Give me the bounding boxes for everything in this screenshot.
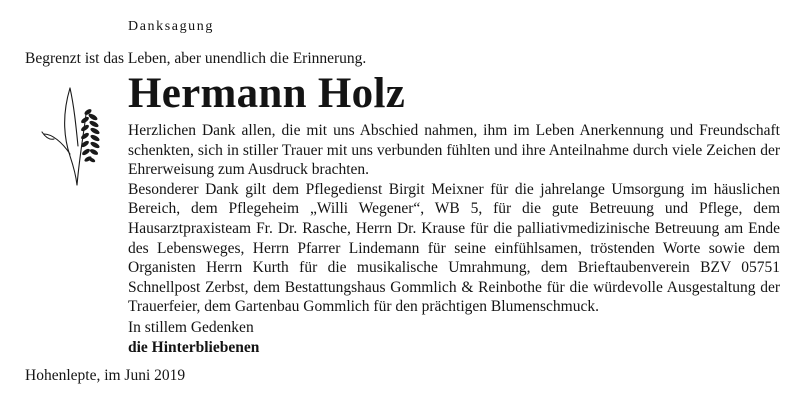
signoff: die Hinterbliebenen xyxy=(128,339,260,356)
notice-heading: Danksagung xyxy=(128,19,214,34)
closing-line: In stillem Gedenken xyxy=(128,319,254,336)
place-date: Hohenlepte, im Juni 2019 xyxy=(25,367,186,384)
thanks-paragraph: Besonderer Dank gilt dem Pflegedienst Birgit Meixner für die jahrelange Umsorgung im häuslichen Bereich, dem Pflegeheim „Willi Wegener“, WB 5, für die gute Betreuung und Pflege, dem Hausarztpraxisteam Fr. Dr. Rasche, Herrn Dr. Krause für die palliativmedizinische Betreuung am Ende des Lebensweges, Herrn Pfarrer Lindemann für seine einfühlsamen, tröstenden Worte sowie dem Organisten Herrn Kurth für die musikalische Umrahmung, dem Brieftaubenverein BZV 05751 Schnellpost Zerbst, dem Bestattungshaus Gommlich & Reinbothe für die würdevolle Ausgestaltung der Trauerfeier, dem Gartenbau Gommlich für den prächtigen Blumenschmuck. xyxy=(128,180,780,316)
deceased-name: Hermann Holz xyxy=(128,70,406,117)
thanks-text xyxy=(128,121,780,317)
thanks-paragraph: Herzlichen Dank allen, die mit uns Abschied nahmen, ihm im Leben Anerkennung und Freundschaft schenkten, sich in stiller Trauer mit uns verbunden fühlten und ihre Anteilnahme durch viele Zeichen der Ehrerweisung zum Ausdruck brachten. xyxy=(128,122,780,179)
wheat-ear-icon xyxy=(40,86,112,186)
motto-line: Begrenzt ist das Leben, aber unendlich die Erinnerung. xyxy=(25,50,367,67)
closing-block xyxy=(128,318,259,358)
